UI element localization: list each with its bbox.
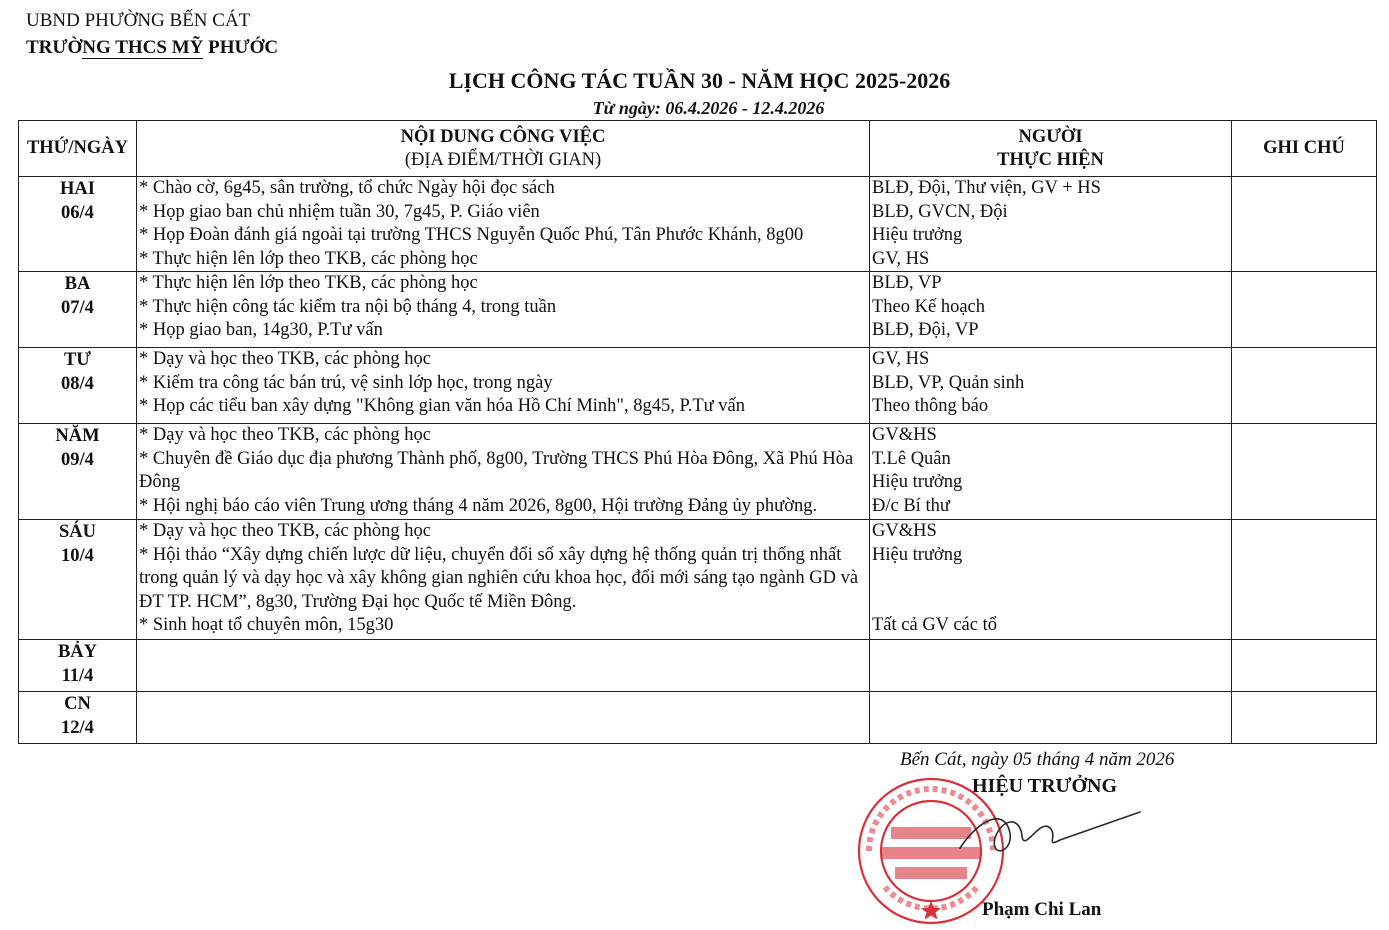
people-line: T.Lê Quân xyxy=(872,448,951,469)
people-cell xyxy=(870,272,1232,348)
table-header-row xyxy=(19,121,1377,177)
people-line: Hiệu trưởng xyxy=(872,544,963,565)
day-date: 06/4 xyxy=(61,203,94,223)
table-row xyxy=(19,272,1377,348)
day-date: 10/4 xyxy=(61,546,94,566)
people-line: Theo thông báo xyxy=(872,396,989,416)
content-line: * Sinh hoạt tổ chuyên môn, 15g30 xyxy=(139,615,394,635)
day-cell xyxy=(19,692,137,744)
org-line-2-part-a: TRƯỜ xyxy=(26,37,83,58)
day-name: BẢY xyxy=(57,642,98,662)
content-cell xyxy=(137,272,870,348)
day-cell xyxy=(19,177,137,272)
document-subtitle: Từ ngày: 06.4.2026 - 12.4.2026 xyxy=(592,98,825,118)
people-line: BLĐ, VP xyxy=(872,273,942,293)
signer-name: Phạm Chi Lan xyxy=(982,899,1102,920)
table-row xyxy=(19,424,1377,520)
note-cell xyxy=(1232,177,1377,272)
day-name: CN xyxy=(64,694,91,714)
people-line: GV&HS xyxy=(872,425,937,445)
day-cell xyxy=(19,424,137,520)
header-people xyxy=(870,121,1232,177)
content-line: * Họp các tiểu ban xây dựng "Không gian văn hóa Hồ Chí Minh", 8g45, P.Tư vấn xyxy=(139,396,746,416)
content-cell xyxy=(137,424,870,520)
day-date: 12/4 xyxy=(61,718,94,738)
table-row xyxy=(19,692,1377,744)
day-name: BA xyxy=(64,274,91,294)
org-line-2-part-c: PHƯỚC xyxy=(203,37,279,58)
content-line: * Dạy và học theo TKB, các phòng học xyxy=(139,521,431,541)
content-line: * Chào cờ, 6g45, sân trường, tổ chức Ngày hội đọc sách xyxy=(139,178,555,198)
content-line: * Họp giao ban, 14g30, P.Tư vấn xyxy=(139,320,383,340)
document-title: LỊCH CÔNG TÁC TUẦN 30 - NĂM HỌC 2025-2026 xyxy=(448,68,951,93)
day-date: 11/4 xyxy=(61,666,94,686)
seal-star xyxy=(921,901,941,920)
people-line: Tất cả GV các tổ xyxy=(872,615,997,635)
content-line: * Hội thảo “Xây dựng chiến lược dữ liệu, chuyển đổi số xây dựng hệ thống quản trị thống nhất trong quản lý và dạy học và xây không gian nghiên cứu khoa học, đổi mới sáng tạo ngành GD và ĐT TP. HCM”, 8g30, Trường Đại học Quốc tế Miền Đông. xyxy=(139,544,859,612)
content-cell xyxy=(137,348,870,424)
day-cell xyxy=(19,272,137,348)
header-content-line2: (ĐỊA ĐIỂM/THỜI GIAN) xyxy=(404,149,602,170)
note-cell xyxy=(1232,348,1377,424)
people-line: GV, HS xyxy=(872,248,930,269)
day-date: 08/4 xyxy=(61,374,94,394)
signature-icon xyxy=(950,798,1150,868)
day-name: SÁU xyxy=(58,522,96,542)
header-note: GHI CHÚ xyxy=(1232,121,1377,177)
content-line: * Thực hiện lên lớp theo TKB, các phòng học xyxy=(139,273,478,293)
header-people-line1: NGƯỜI xyxy=(1018,126,1083,147)
content-line: * Chuyên đề Giáo dục địa phương Thành phố, 8g00, Trường THCS Phú Hòa Đông, Xã Phú Hòa Đông xyxy=(139,448,854,492)
people-line: Theo Kế hoạch xyxy=(872,296,986,317)
day-cell xyxy=(19,640,137,692)
people-cell xyxy=(870,177,1232,272)
content-line: * Thực hiện lên lớp theo TKB, các phòng học xyxy=(139,248,478,269)
note-cell xyxy=(1232,692,1377,744)
content-cell xyxy=(137,692,870,744)
people-line: BLĐ, Đội, Thư viện, GV + HS xyxy=(872,178,1101,198)
header-content-line1: NỘI DUNG CÔNG VIỆC xyxy=(400,126,606,147)
header-day: THỨ/NGÀY xyxy=(19,121,137,177)
people-line: GV&HS xyxy=(872,521,937,541)
people-line: BLĐ, Đội, VP xyxy=(872,320,979,340)
schedule-table xyxy=(18,120,1377,744)
people-cell xyxy=(870,692,1232,744)
day-cell xyxy=(19,348,137,424)
signature-stroke xyxy=(960,812,1140,851)
people-cell xyxy=(870,520,1232,640)
content-cell xyxy=(137,640,870,692)
people-line xyxy=(872,591,1229,615)
day-cell xyxy=(19,520,137,640)
people-line: Đ/c Bí thư xyxy=(872,495,950,516)
content-line: * Kiểm tra công tác bán trú, vệ sinh lớp học, trong ngày xyxy=(139,372,553,393)
note-cell xyxy=(1232,424,1377,520)
content-cell xyxy=(137,520,870,640)
day-name: HAI xyxy=(60,179,95,199)
content-line: * Dạy và học theo TKB, các phòng học xyxy=(139,349,431,369)
org-line-2-part-b: NG THCS MỸ xyxy=(82,37,204,58)
content-line: * Hội nghị báo cáo viên Trung ương tháng 4 năm 2026, 8g00, Hội trường Đảng ủy phường. xyxy=(139,495,818,516)
people-line: BLĐ, GVCN, Đội xyxy=(872,201,1008,222)
org-line-1: UBND PHƯỜNG BẾN CÁT xyxy=(26,10,251,31)
sign-role: HIỆU TRƯỞNG xyxy=(972,775,1118,797)
org-line-2 xyxy=(26,37,278,59)
content-line: * Dạy và học theo TKB, các phòng học xyxy=(139,425,431,445)
people-cell xyxy=(870,348,1232,424)
content-line: * Họp Đoàn đánh giá ngoài tại trường THCS Nguyễn Quốc Phú, Tân Phước Khánh, 8g00 xyxy=(139,225,804,245)
day-date: 07/4 xyxy=(61,298,94,318)
people-line: Hiệu trưởng xyxy=(872,472,963,492)
content-line: * Họp giao ban chủ nhiệm tuần 30, 7g45, P. Giáo viên xyxy=(139,201,540,222)
day-name: TƯ xyxy=(63,350,92,370)
note-cell xyxy=(1232,640,1377,692)
people-cell xyxy=(870,640,1232,692)
note-cell xyxy=(1232,520,1377,640)
table-row xyxy=(19,520,1377,640)
table-row xyxy=(19,640,1377,692)
day-name: NĂM xyxy=(55,426,100,446)
seal-center-text-block-3 xyxy=(895,867,967,879)
people-cell xyxy=(870,424,1232,520)
sign-place-date: Bến Cát, ngày 05 tháng 4 năm 2026 xyxy=(900,749,1175,770)
table-row xyxy=(19,177,1377,272)
header-content xyxy=(137,121,870,177)
people-line xyxy=(872,567,1229,591)
table-row xyxy=(19,348,1377,424)
people-line: BLĐ, VP, Quản sinh xyxy=(872,372,1025,393)
content-line: * Thực hiện công tác kiểm tra nội bộ tháng 4, trong tuần xyxy=(139,296,557,317)
day-date: 09/4 xyxy=(61,450,94,470)
people-line: Hiệu trưởng xyxy=(872,225,963,245)
people-line: GV, HS xyxy=(872,349,930,369)
note-cell xyxy=(1232,272,1377,348)
content-cell xyxy=(137,177,870,272)
header-people-line2: THỰC HIỆN xyxy=(997,149,1104,170)
